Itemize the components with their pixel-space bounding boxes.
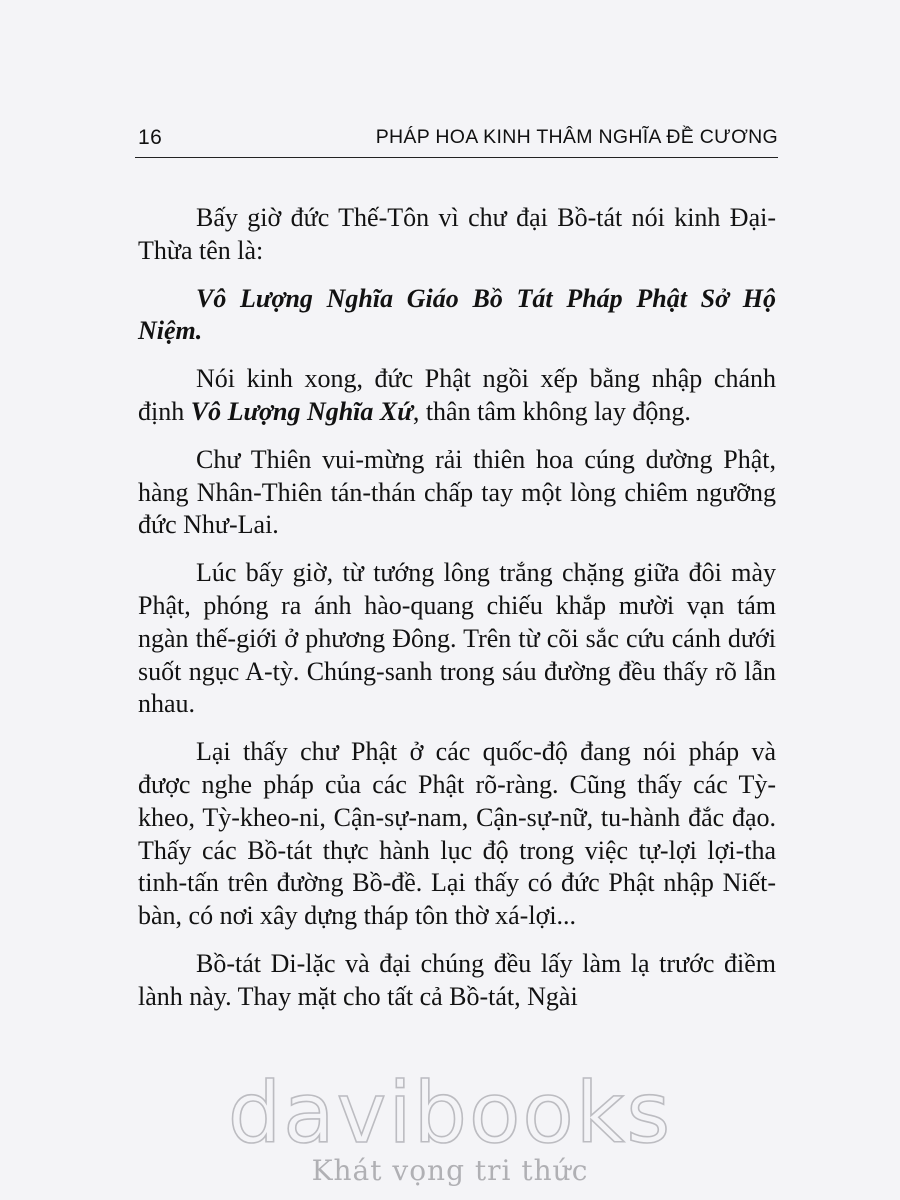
watermark-brand: davibooks	[227, 1064, 673, 1162]
page-header	[138, 126, 778, 156]
paragraph-6: Lại thấy chư Phật ở các quốc-độ đang nói pháp và được nghe pháp của các Phật rõ-ràng. Cũng thấy các Tỳ-kheo, Tỳ-kheo-ni, Cận-sự-nam, Cận-sự-nữ, tu-hành đắc đạo. Thấy các Bồ-tát thực hành lục độ trong việc tự-lợi lợi-tha tinh-tấn trên đường Bồ-đề. Lại thấy có đức Phật nhập Niết-bàn, có nơi xây dựng tháp tôn thờ xá-lợi...	[138, 737, 776, 931]
sutra-title: Vô Lượng Nghĩa Giáo Bồ Tát Pháp Phật Sở Hộ Niệm.	[138, 283, 776, 346]
samadhi-name: Vô Lượng Nghĩa Xứ	[190, 396, 413, 426]
paragraph-3	[138, 363, 776, 429]
paragraph-1: Bấy giờ đức Thế-Tôn vì chư đại Bồ-tát nói kinh Đại-Thừa tên là:	[138, 203, 776, 265]
paragraph-3-end: , thân tâm không lay động.	[412, 396, 691, 426]
body-text	[138, 202, 776, 1029]
watermark	[0, 1064, 900, 1188]
header-rule	[135, 157, 778, 158]
page-number: 16	[138, 126, 163, 149]
watermark-tagline: Khát vọng tri thức	[311, 1154, 589, 1187]
paragraph-3-start: Nói kinh xong, đức Phật ngồi xếp bằng nhập chánh định	[138, 364, 776, 426]
paragraph-7: Bồ-tát Di-lặc và đại chúng đều lấy làm lạ trước điềm lành này. Thay mặt cho tất cả Bồ-tát, Ngài	[138, 948, 776, 1011]
paragraph-5: Lúc bấy giờ, từ tướng lông trắng chặng giữa đôi mày Phật, phóng ra ánh hào-quang chiếu khắp mười vạn tám ngàn thế-giới ở phương Đông. Trên từ cõi sắc cứu cánh dưới suốt ngục A-tỳ. Chúng-sanh trong sáu đường đều thấy rõ lẫn nhau.	[138, 558, 776, 719]
running-title: PHÁP HOA KINH THÂM NGHĨA ĐỀ CƯƠNG	[375, 126, 778, 148]
paragraph-4: Chư Thiên vui-mừng rải thiên hoa cúng dường Phật, hàng Nhân-Thiên tán-thán chấp tay một lòng chiêm ngưỡng đức Như-Lai.	[138, 444, 776, 540]
paragraph-2	[138, 283, 776, 349]
